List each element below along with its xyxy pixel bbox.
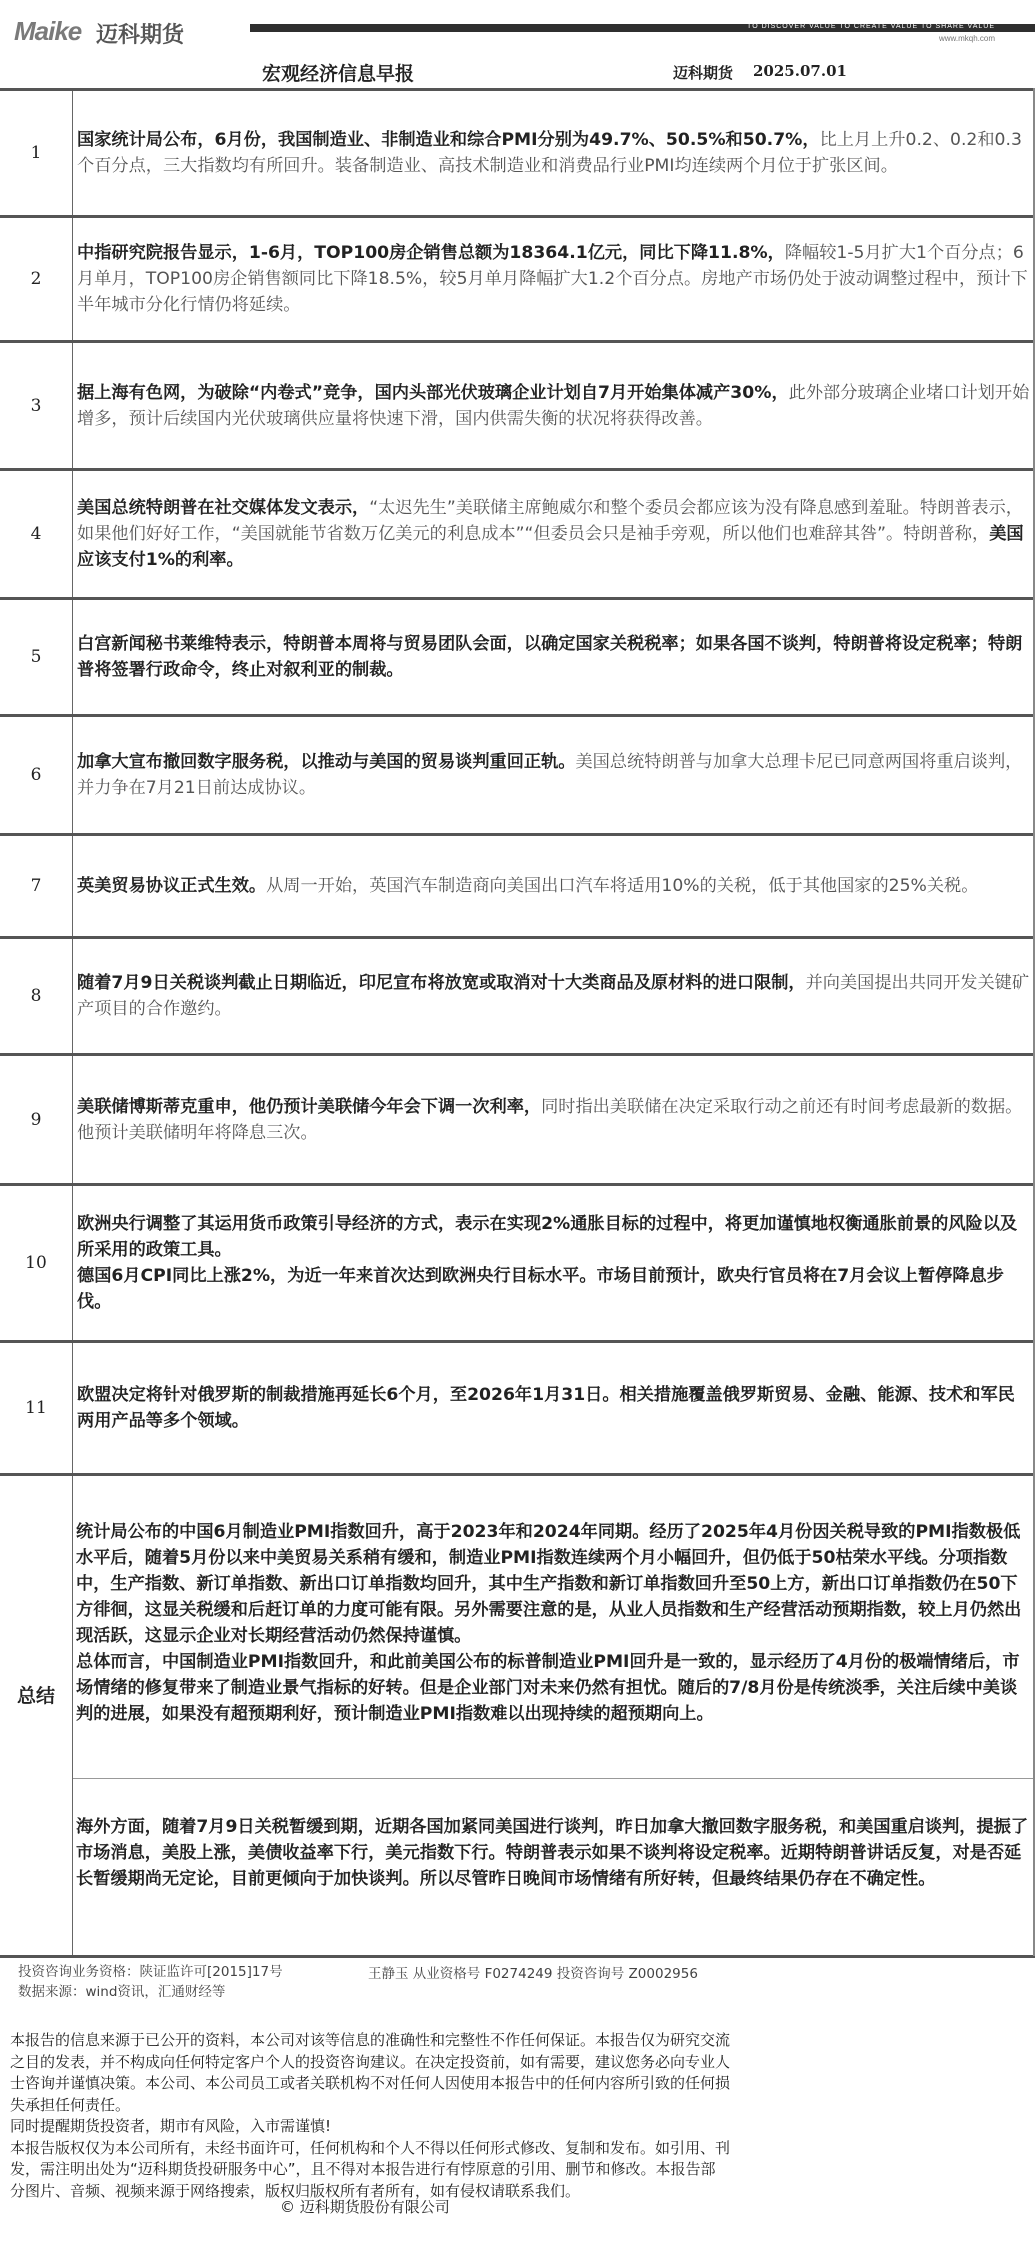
- row-number: 2: [30, 269, 42, 289]
- news-headline: 欧盟决定将针对俄罗斯的制裁措施再延长6个月，至2026年1月31日。相关措施覆盖俄罗斯贸易、金融、能源、技术和军民两用产品等多个领域。: [77, 1385, 1015, 1431]
- row-number: 1: [30, 143, 42, 163]
- news-text: [77, 749, 1031, 801]
- row-content: [72, 1343, 1035, 1473]
- company-logo-cn: 迈科期货: [96, 23, 185, 48]
- news-text: [77, 1382, 1031, 1434]
- summary-para-2: 总体而言，中国制造业PMI指数回升，和此前美国公布的标普制造业PMI回升是一致的，显示经历了4月份的极端情绪后，市场情绪的修复带来了制造业景气指标的好转。但是企业部门对未来仍然有担忧。随后的7/8月份是传统淡季，关注后续中美谈判的进展，如果没有超预期利好，预计制造业PMI指数难以出现持续的超预期向上。: [76, 1652, 1020, 1724]
- news-headline: 随着7月9日关税谈判截止日期临近，印尼宣布将放宽或取消对十大类商品及原材料的进口限制，: [77, 973, 806, 993]
- disclaimer-para-3: 本报告版权仅为本公司所有，未经书面许可，任何机构和个人不得以任何形式修改、复制和发布。如引用、刊发，需注明出处为“迈科期货投研服务中心”，且不得对本报告进行有悖原意的引用、删节和修改。本报告部分图片、音频、视频来源于网络搜索，版权归版权所有者所有，如有侵权请联系我们。: [10, 2138, 731, 2200]
- summary-divider: [72, 1778, 1035, 1779]
- news-headline: 美国总统特朗普在社交媒体发文表示，: [77, 498, 370, 518]
- table-row: [0, 471, 1035, 597]
- slogan: TO DISCOVER VALUE TO CREATE VALUE TO SHARE VALUE: [747, 23, 995, 30]
- summary-divider: [0, 1955, 1035, 1958]
- news-detail: 并向美国提出共同开发关键矿产项目的合作邀约。: [77, 973, 1030, 1019]
- news-detail: 此外部分玻璃企业堵口计划开始增多，预计后续国内光伏玻璃供应量将快速下滑，国内供需失衡的状况将获得改善。: [77, 382, 1030, 429]
- row-content: [72, 717, 1035, 833]
- row-content: [72, 91, 1035, 215]
- row-number: 9: [30, 1109, 42, 1130]
- row-number: 11: [25, 1398, 47, 1418]
- company-logo: Maike: [14, 16, 82, 46]
- table-row: [0, 717, 1035, 833]
- news-headline: 加拿大宣布撤回数字服务税，以推动与美国的贸易谈判重回正轨。: [77, 752, 576, 772]
- analyst-info: 王静玉 从业资格号 F0274249 投资咨询号 Z0002956: [368, 1966, 698, 1982]
- row-number: 6: [30, 765, 42, 785]
- news-text: [77, 1211, 1031, 1315]
- table-row: [0, 1186, 1035, 1340]
- news-emphasis: 美国应该支付1%的利率。: [77, 524, 1024, 570]
- report-date: 2025.07.01: [753, 62, 847, 80]
- news-text: [77, 873, 978, 899]
- title-bar: [0, 52, 1035, 88]
- news-detail: 比上月上升0.2、0.2和0.3个百分点，三大指数均有所回升。装备制造业、高技术制造业和消费品行业PMI均连续两个月位于扩张区间。: [77, 130, 1022, 176]
- news-headline: 国家统计局公布，6月份，我国制造业、非制造业和综合PMI分别为49.7%、50.5%和50.7%，: [77, 130, 820, 150]
- table-row: [0, 218, 1035, 340]
- table-row: [0, 836, 1035, 936]
- table-row: [0, 939, 1035, 1053]
- summary-para-1: 统计局公布的中国6月制造业PMI指数回升，高于2023年和2024年同期。经历了2025年4月份因关税导致的PMI指数极低水平后，随着5月份以来中美贸易关系稍有缓和，制造业PMI指数连续两个月小幅回升，但仍低于50枯荣水平线。分项指数中，生产指数、新订单指数、新出口订单指数均回升，其中生产指数和新订单指数回升至50上方，新出口订单指数仍在50下方徘徊，这显关税缓和后赶订单的力度可能有限。另外需要注意的是，从业人员指数和生产经营活动预期指数，较上月仍然出现活跃，这显示企业对长期经营活动仍然保持谨慎。: [76, 1522, 1022, 1646]
- row-number: 8: [30, 986, 42, 1006]
- disclaimer-para-2: 同时提醒期货投资者，期市有风险，入市需谨慎!: [10, 2117, 332, 2135]
- footer-qualification: [18, 1962, 283, 2002]
- row-number: 3: [30, 395, 42, 416]
- summary-paragraph: [76, 1519, 1031, 1727]
- table-row: [0, 343, 1035, 468]
- report-header: [0, 0, 1035, 46]
- summary-divider: [0, 1473, 1035, 1476]
- qualification-text: 投资咨询业务资格：陕证监许可[2015]17号: [18, 1964, 283, 1980]
- table-row: [0, 1056, 1035, 1183]
- news-text: [77, 631, 1031, 683]
- row-content: [72, 343, 1035, 468]
- table-row: [0, 1343, 1035, 1473]
- table-row: [0, 600, 1035, 714]
- summary-column-border: [72, 1476, 73, 1955]
- news-detail: 同时指出美联储在决定采取行动之前还有时间考虑最新的数据。他预计美联储明年将降息三次。: [77, 1096, 1023, 1143]
- news-text: [77, 127, 1031, 179]
- data-source-text: 数据来源：wind资讯，汇通财经等: [18, 1984, 226, 2000]
- news-detail: 降幅较1-5月扩大1个百分点；6月单月，TOP100房企销售额同比下降18.5%，较5月单月降幅扩大1.2个百分点。房地产市场仍处于波动调整过程中，预计下半年城市分化行情仍将延续。: [77, 243, 1028, 315]
- row-content: [72, 471, 1035, 597]
- row-number: 4: [30, 524, 42, 544]
- row-content: [72, 218, 1035, 340]
- news-text: [77, 970, 1031, 1022]
- row-content: [72, 600, 1035, 714]
- row-number: 5: [30, 647, 42, 667]
- news-headline: 中指研究院报告显示，1-6月，TOP100房企销售总额为18364.1亿元，同比下降11.8%，: [77, 243, 785, 263]
- news-headline: 英美贸易协议正式生效。: [77, 876, 267, 896]
- news-headline-2: 德国6月CPI同比上涨2%，为近一年来首次达到欧洲央行目标水平。市场目前预计，欧央行官员将在7月会议上暂停降息步伐。: [77, 1266, 1004, 1312]
- row-number: 10: [25, 1253, 47, 1273]
- table-row: [0, 91, 1035, 215]
- row-number: 7: [30, 876, 42, 896]
- news-detail: 美国总统特朗普与加拿大总理卡尼已同意两国将重启谈判，并力争在7月21日前达成协议。: [77, 752, 1023, 798]
- row-content: [72, 1186, 1035, 1340]
- news-headline: 白宫新闻秘书莱维特表示，特朗普本周将与贸易团队会面，以确定国家关税税率；如果各国不谈判，特朗普将设定税率；特朗普将签署行政命令，终止对叙利亚的制裁。: [77, 634, 1023, 680]
- row-content: [72, 939, 1035, 1053]
- website: www.mkqh.com: [938, 34, 995, 43]
- news-text: [77, 380, 1031, 432]
- news-detail: “太迟先生”美联储主席鲍威尔和整个委员会都应该为没有降息感到羞耻。特朗普表示，如果他们好好工作，“美国就能节省数万亿美元的利息成本”“但委员会只是袖手旁观，所以他们也难辞其咎”。特朗普称，: [77, 498, 1023, 544]
- summary-label: 总结: [16, 1684, 55, 1707]
- disclaimer-para-1: 本报告的信息来源于已公开的资料，本公司对该等信息的准确性和完整性不作任何保证。本报告仅为研究交流之目的发表，并不构成向任何特定客户个人的投资咨询建议。在决定投资前，如有需要，建议您务必向专业人士咨询并谨慎决策。本公司、本公司员工或者关联机构不对任何人因使用本报告中的任何内容所引致的任何损失承担任何责任。: [10, 2031, 731, 2114]
- page-title: 宏观经济信息早报: [262, 63, 415, 85]
- company-name: 迈科期货: [673, 64, 734, 82]
- news-text: [77, 495, 1031, 573]
- news-headline: 美联储博斯蒂克重申，他仍预计美联储今年会下调一次利率，: [77, 1096, 542, 1117]
- news-text: [77, 240, 1031, 318]
- news-detail: 从周一开始，英国汽车制造商向美国出口汽车将适用10%的关税，低于其他国家的25%关税。: [266, 876, 979, 896]
- news-headline: 据上海有色网，为破除“内卷式”竞争，国内头部光伏玻璃企业计划自7月开始集体减产30%，: [77, 382, 789, 403]
- news-text: [77, 1094, 1031, 1146]
- row-content: [72, 1056, 1035, 1183]
- disclaimer: [10, 2030, 730, 2202]
- news-headline: 欧洲央行调整了其运用货币政策引导经济的方式，表示在实现2%通胀目标的过程中，将更加谨慎地权衡通胀前景的风险以及所采用的政策工具。: [77, 1214, 1018, 1260]
- row-content: [72, 836, 1035, 936]
- summary-paragraph-overseas: 海外方面，随着7月9日关税暂缓到期，近期各国加紧同美国进行谈判，昨日加拿大撤回数字服务税，和美国重启谈判，提振了市场消息，美股上涨，美债收益率下行，美元指数下行。特朗普表示如果不谈判将设定税率。近期特朗普讲话反复，对是否延长暂缓期尚无定论，目前更倾向于加快谈判。所以尽管昨日晚间市场情绪有所好转，但最终结果仍存在不确定性。: [76, 1817, 1029, 1889]
- copyright: © 迈科期货股份有限公司: [280, 2198, 450, 2216]
